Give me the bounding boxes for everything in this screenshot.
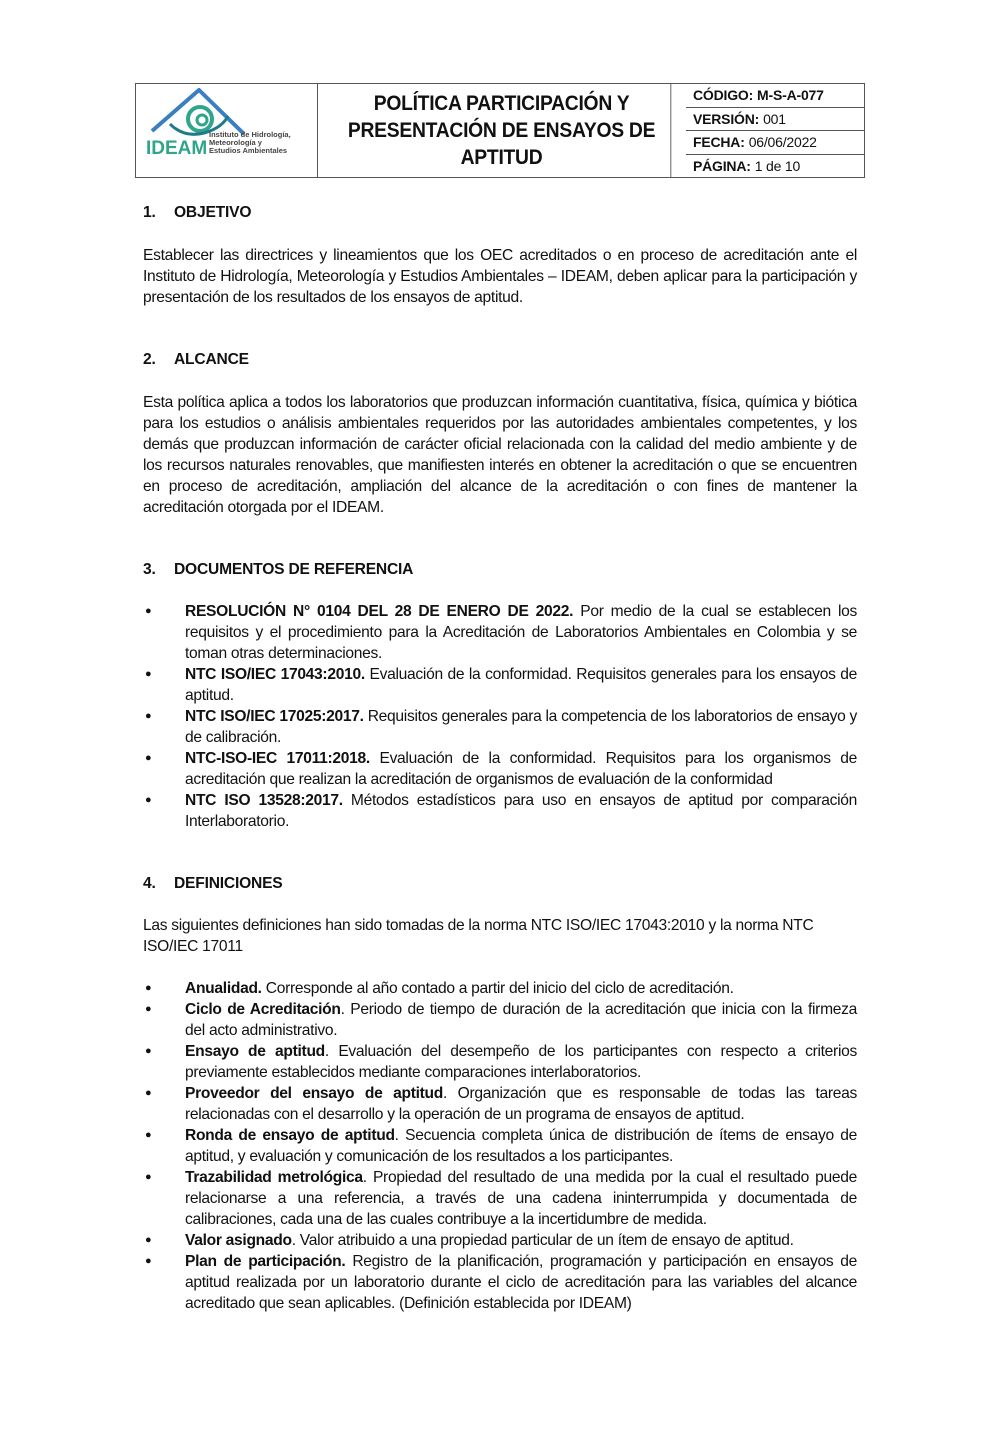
section-heading-alcance [143,349,857,370]
reference-item [143,664,857,706]
logo-cell [136,84,318,177]
meta-value: 06/06/2022 [748,134,817,151]
section-title: DEFINICIONES [174,875,283,892]
definition-list [143,978,857,1314]
item-text: Evaluación de la conformidad. Requisitos generales para los ensayos de aptitud. [185,666,857,704]
item-text: Requisitos generales para la competencia de los laboratorios de ensayo y de calibración. [185,708,857,746]
reference-item [143,748,857,790]
section-heading-objetivo [143,202,857,223]
definiciones-intro [143,915,857,957]
bullet-icon: ● [145,1171,152,1183]
item-term: NTC ISO/IEC 17043:2010. [185,666,365,683]
definition-item [143,999,857,1041]
reference-item [143,706,857,748]
meta-date [686,131,864,155]
item-text: . Periodo de tiempo de duración de la acreditación que inicia con la firmeza del acto administrativo. [185,1001,858,1039]
item-text: . Valor atribuido a una propiedad particular de un ítem de ensayo de aptitud. [291,1232,794,1249]
section-title: OBJETIVO [174,204,252,221]
meta-label: PÁGINA: [693,157,751,174]
objetivo-paragraph: Establecer las directrices y lineamientos que los OEC acreditados o en proceso de acreditación ante el Instituto de Hidrología, Meteorología y Estudios Ambientales – IDEAM, deben aplicar para la participación y presentación de los resultados de los ensayos de aptitud. [143,247,857,306]
reference-item [143,601,857,664]
meta-value: 1 de 10 [754,157,801,174]
meta-value: 001 [763,110,786,127]
meta-page [686,155,864,178]
item-text: Corresponde al año contado a partir del inicio del ciclo de acreditación. [261,980,734,997]
bullet-icon: ● [145,1234,152,1246]
alcance-paragraph: Esta política aplica a todos los laboratorios que produzcan información cuantitativa, física, química y biótica para los estudios o análisis ambientales requeridos por las autoridades ambientales competentes, y los demás que produzcan información de carácter oficial relacionada con la calidad del medio ambiente y de los recursos naturales renovables, que manifiesten interés en obtener la acreditación o que se encuentren en proceso de acreditación, ampliación del alcance de la acreditación o con fines de mantener la acreditación otorgada por el IDEAM. [143,394,857,516]
bullet-icon: ● [145,752,152,764]
item-term: Ensayo de aptitud [185,1043,325,1060]
definition-item [143,1125,857,1167]
document-body [143,200,857,1314]
item-term: Trazabilidad metrológica [185,1169,363,1186]
bullet-icon: ● [145,605,152,617]
logo-subtitle-line: Instituto de Hidrología, [209,130,291,139]
item-term: Valor asignado [185,1232,292,1249]
intro-line: Las siguientes definiciones han sido tomadas de la norma NTC ISO/IEC 17043:2010 y la norma NTC [143,917,814,934]
document-title [333,84,672,177]
item-term: NTC-ISO-IEC 17011:2018. [185,750,370,767]
intro-line: ISO/IEC 17011 [143,938,243,955]
item-text: . Secuencia completa única de distribución de ítems de ensayo de aptitud, y evaluación y comunicación de los resultados a los participantes. [185,1127,857,1165]
document-meta [686,84,864,177]
meta-label: CÓDIGO: [693,87,754,104]
title-line: APTITUD [460,146,543,169]
item-term: NTC ISO 13528:2017. [185,792,343,809]
bullet-icon: ● [145,710,152,722]
item-term: Proveedor del ensayo de aptitud [185,1085,443,1102]
item-term: Ronda de ensayo de aptitud [185,1127,395,1144]
reference-item [143,790,857,832]
definition-item [143,978,857,999]
logo-subtitle-line: Meteorología y [209,138,262,147]
bullet-icon: ● [145,1003,152,1015]
definition-item [143,1251,857,1314]
item-text: Registro de la planificación, programación y participación en ensayos de aptitud realizada por un laboratorio durante el ciclo de acreditación para las variables del alcance acreditado que sean aplicables. (Definición establecida por IDEAM) [185,1253,857,1312]
section-title: ALCANCE [174,351,249,368]
reference-list [143,601,857,832]
definition-item [143,1167,857,1230]
bullet-icon: ● [145,1087,152,1099]
item-text: . Organización que es responsable de todas las tareas relacionadas con el desarrollo y la operación de un programa de ensayos de aptitud. [185,1085,857,1123]
section-heading-definiciones [143,873,857,894]
item-text: Por medio de la cual se establecen los requisitos y el procedimiento para la Acreditación de Laboratorios Ambientales en Colombia y se toman otras determinaciones. [185,603,857,662]
section-title: DOCUMENTOS DE REFERENCIA [174,561,414,578]
section-number: 3. [143,561,156,578]
logo-subtitle [209,131,291,155]
logo-subtitle-line: Estudios Ambientales [209,146,288,155]
document-header-table [135,83,865,178]
definition-item [143,1041,857,1083]
section-heading-documentos [143,559,857,580]
definition-item [143,1230,857,1251]
bullet-icon: ● [145,1255,152,1267]
bullet-icon: ● [145,1129,152,1141]
meta-version [686,108,864,132]
item-text: Métodos estadísticos para uso en ensayos de aptitud por comparación Interlaboratorio. [185,792,857,830]
item-term: NTC ISO/IEC 17025:2017. [185,708,364,725]
meta-value: M-S-A-077 [757,87,824,104]
definition-item [143,1083,857,1125]
section-number: 1. [143,204,156,221]
title-line: POLÍTICA PARTICIPACIÓN Y [373,92,630,115]
item-text: . Propiedad del resultado de una medida por la cual el resultado puede relacionarse a una referencia, a través de una cadena ininterrumpida y documentada de calibraciones, cada una de las cuales contribuye a la incertidumbre de medida. [185,1169,858,1228]
item-term: Ciclo de Acreditación [185,1001,341,1018]
item-term: RESOLUCIÓN N° 0104 DEL 28 DE ENERO DE 2022. [185,603,574,620]
logo-brand: IDEAM [146,138,208,159]
item-term: Anualidad. [185,980,262,997]
bullet-icon: ● [145,1045,152,1057]
meta-label: FECHA: [693,134,745,151]
item-text: . Evaluación del desempeño de los participantes con respecto a criterios previamente establecidos mediante comparaciones interlaboratorios. [185,1043,857,1081]
bullet-icon: ● [145,982,152,994]
bullet-icon: ● [145,668,152,680]
section-number: 2. [143,351,156,368]
meta-code [686,84,864,108]
title-line: PRESENTACIÓN DE ENSAYOS DE [347,119,656,142]
section-number: 4. [143,875,156,892]
item-term: Plan de participación. [185,1253,346,1270]
meta-label: VERSIÓN: [693,110,760,127]
item-text: Evaluación de la conformidad. Requisitos para los organismos de acreditación que realizan la acreditación de organismos de evaluación de la conformidad [185,750,857,788]
bullet-icon: ● [145,794,152,806]
